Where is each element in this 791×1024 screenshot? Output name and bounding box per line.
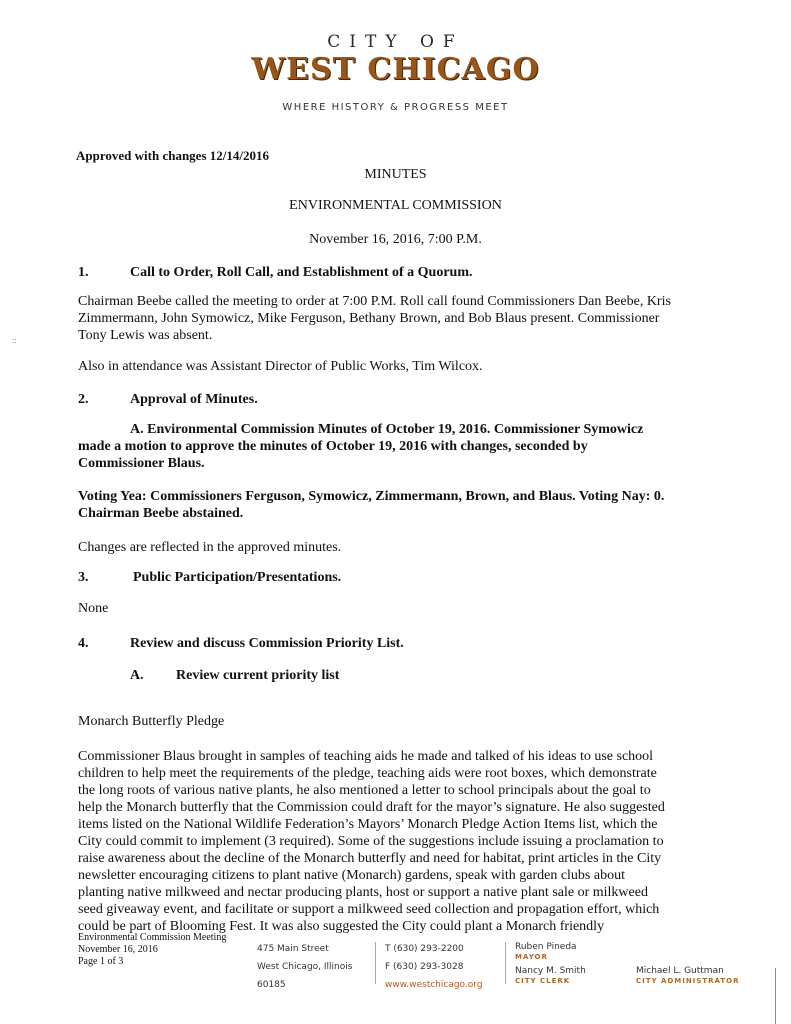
section-4-title: Review and discuss Commission Priority List. [130,636,404,651]
changes-note: Changes are reflected in the approved minutes. [78,540,342,555]
text-line: planting native milkweed and nectar producing plants, host or support a native plant sale or milkweed [78,885,648,900]
minutes-item [78,421,770,472]
footer-mayor [515,942,577,961]
section-4a-letter: A. [130,668,144,683]
logo-city-of: CITY OF [327,32,464,52]
section-3-body: None [78,601,109,616]
footer-meeting-date: November 16, 2016 [78,944,158,955]
footer-clerk [515,966,586,985]
footer-page-number: Page 1 of 3 [78,956,124,967]
topic-heading: Monarch Butterfly Pledge [78,714,225,729]
clerk-name: Nancy M. Smith [515,966,586,976]
text-line: Tony Lewis was absent. [78,328,213,343]
section-1-number: 1. [78,265,89,280]
administrator-title: CITY ADMINISTRATOR [636,977,740,985]
mayor-title: MAYOR [515,953,548,961]
clerk-title: CITY CLERK [515,977,571,985]
section-1-paragraph [78,293,718,344]
text-line: help the Monarch butterfly that the Commission could draft for the mayor’s signature. He also suggested [78,800,665,815]
footer-address-line: West Chicago, Illinois [257,962,353,972]
section-3-number: 3. [78,570,89,585]
voting-result [78,488,718,522]
section-2-title: Approval of Minutes. [130,392,258,407]
text-line: items listed on the National Wildlife Federation’s Mayors’ Monarch Pledge Action Items list, which the [78,817,658,832]
document-title: MINUTES [364,167,427,182]
text-line: the long roots of various native plants, he also mentioned a letter to school principals about the goal to [78,783,651,798]
mayor-name: Ruben Pineda [515,942,577,952]
footer-meeting-label: Environmental Commission Meeting [78,932,227,943]
footer-divider [505,942,506,984]
attendance-paragraph: Also in attendance was Assistant Director of Public Works, Tim Wilcox. [78,359,483,374]
approved-note: Approved with changes 12/14/2016 [76,148,269,163]
footer-meeting-info [78,932,226,968]
footer-fax: F (630) 293-3028 [385,962,464,972]
section-4a-title: Review current priority list [176,668,340,683]
footer-phone: T (630) 293-2200 [385,944,464,954]
footer-address [257,942,352,993]
margin-marker: :: [12,336,17,345]
text-line: A. Environmental Commission Minutes of October 19, 2016. Commissioner Symowicz [130,422,644,437]
scan-edge-line [775,968,776,1024]
text-line: Commissioner Blaus. [78,456,205,471]
footer-administrator [636,966,739,985]
text-line: children to help meet the requirements of the pledge, teaching aids were root boxes, which demonstrate [78,766,657,781]
meeting-date-time: November 16, 2016, 7:00 P.M. [309,232,482,247]
footer-contact [385,942,483,993]
section-1-title: Call to Order, Roll Call, and Establishment of a Quorum. [130,265,473,280]
footer-divider [375,942,376,984]
text-line: Zimmermann, John Symowicz, Mike Ferguson, Bethany Brown, and Bob Blaus present. Commissioner [78,311,660,326]
footer-address-line: 60185 [257,980,286,990]
section-4-number: 4. [78,636,89,651]
text-line: Commissioner Blaus brought in samples of teaching aids he made and talked of his ideas to use school [78,749,654,764]
administrator-name: Michael L. Guttman [636,966,724,976]
text-line: Voting Yea: Commissioners Ferguson, Symowicz, Zimmermann, Brown, and Blaus. Voting Nay: 0. [78,489,665,504]
text-line: raise awareness about the decline of the Monarch butterfly and need for habitat, print articles in the City [78,851,662,866]
text-line: City could commit to implement (3 required). Some of the suggestions include issuing a proclamation to [78,834,664,849]
logo-west-chicago: WEST CHICAGO [251,52,540,87]
monarch-paragraph [78,748,738,935]
commission-name: ENVIRONMENTAL COMMISSION [289,198,502,213]
text-line: seed giveaway event, and facilitate or support a milkweed seed collection and propagation effort, which [78,902,660,917]
footer-website-link[interactable]: www.westchicago.org [385,980,483,990]
section-3-title: Public Participation/Presentations. [133,570,342,585]
section-2-number: 2. [78,392,89,407]
text-line: newsletter encouraging citizens to plant native (Monarch) gardens, speak with garden clubs about [78,868,625,883]
text-line: could be part of Blooming Fest. It was also suggested the City could plant a Monarch friendly [78,919,605,934]
tagline: WHERE HISTORY & PROGRESS MEET [282,102,509,113]
footer-address-line: 475 Main Street [257,944,329,954]
text-line: Chairman Beebe called the meeting to order at 7:00 P.M. Roll call found Commissioners Dan Beebe, Kris [78,294,671,309]
text-line: made a motion to approve the minutes of October 19, 2016 with changes, seconded by [78,439,588,454]
text-line: Chairman Beebe abstained. [78,506,244,521]
